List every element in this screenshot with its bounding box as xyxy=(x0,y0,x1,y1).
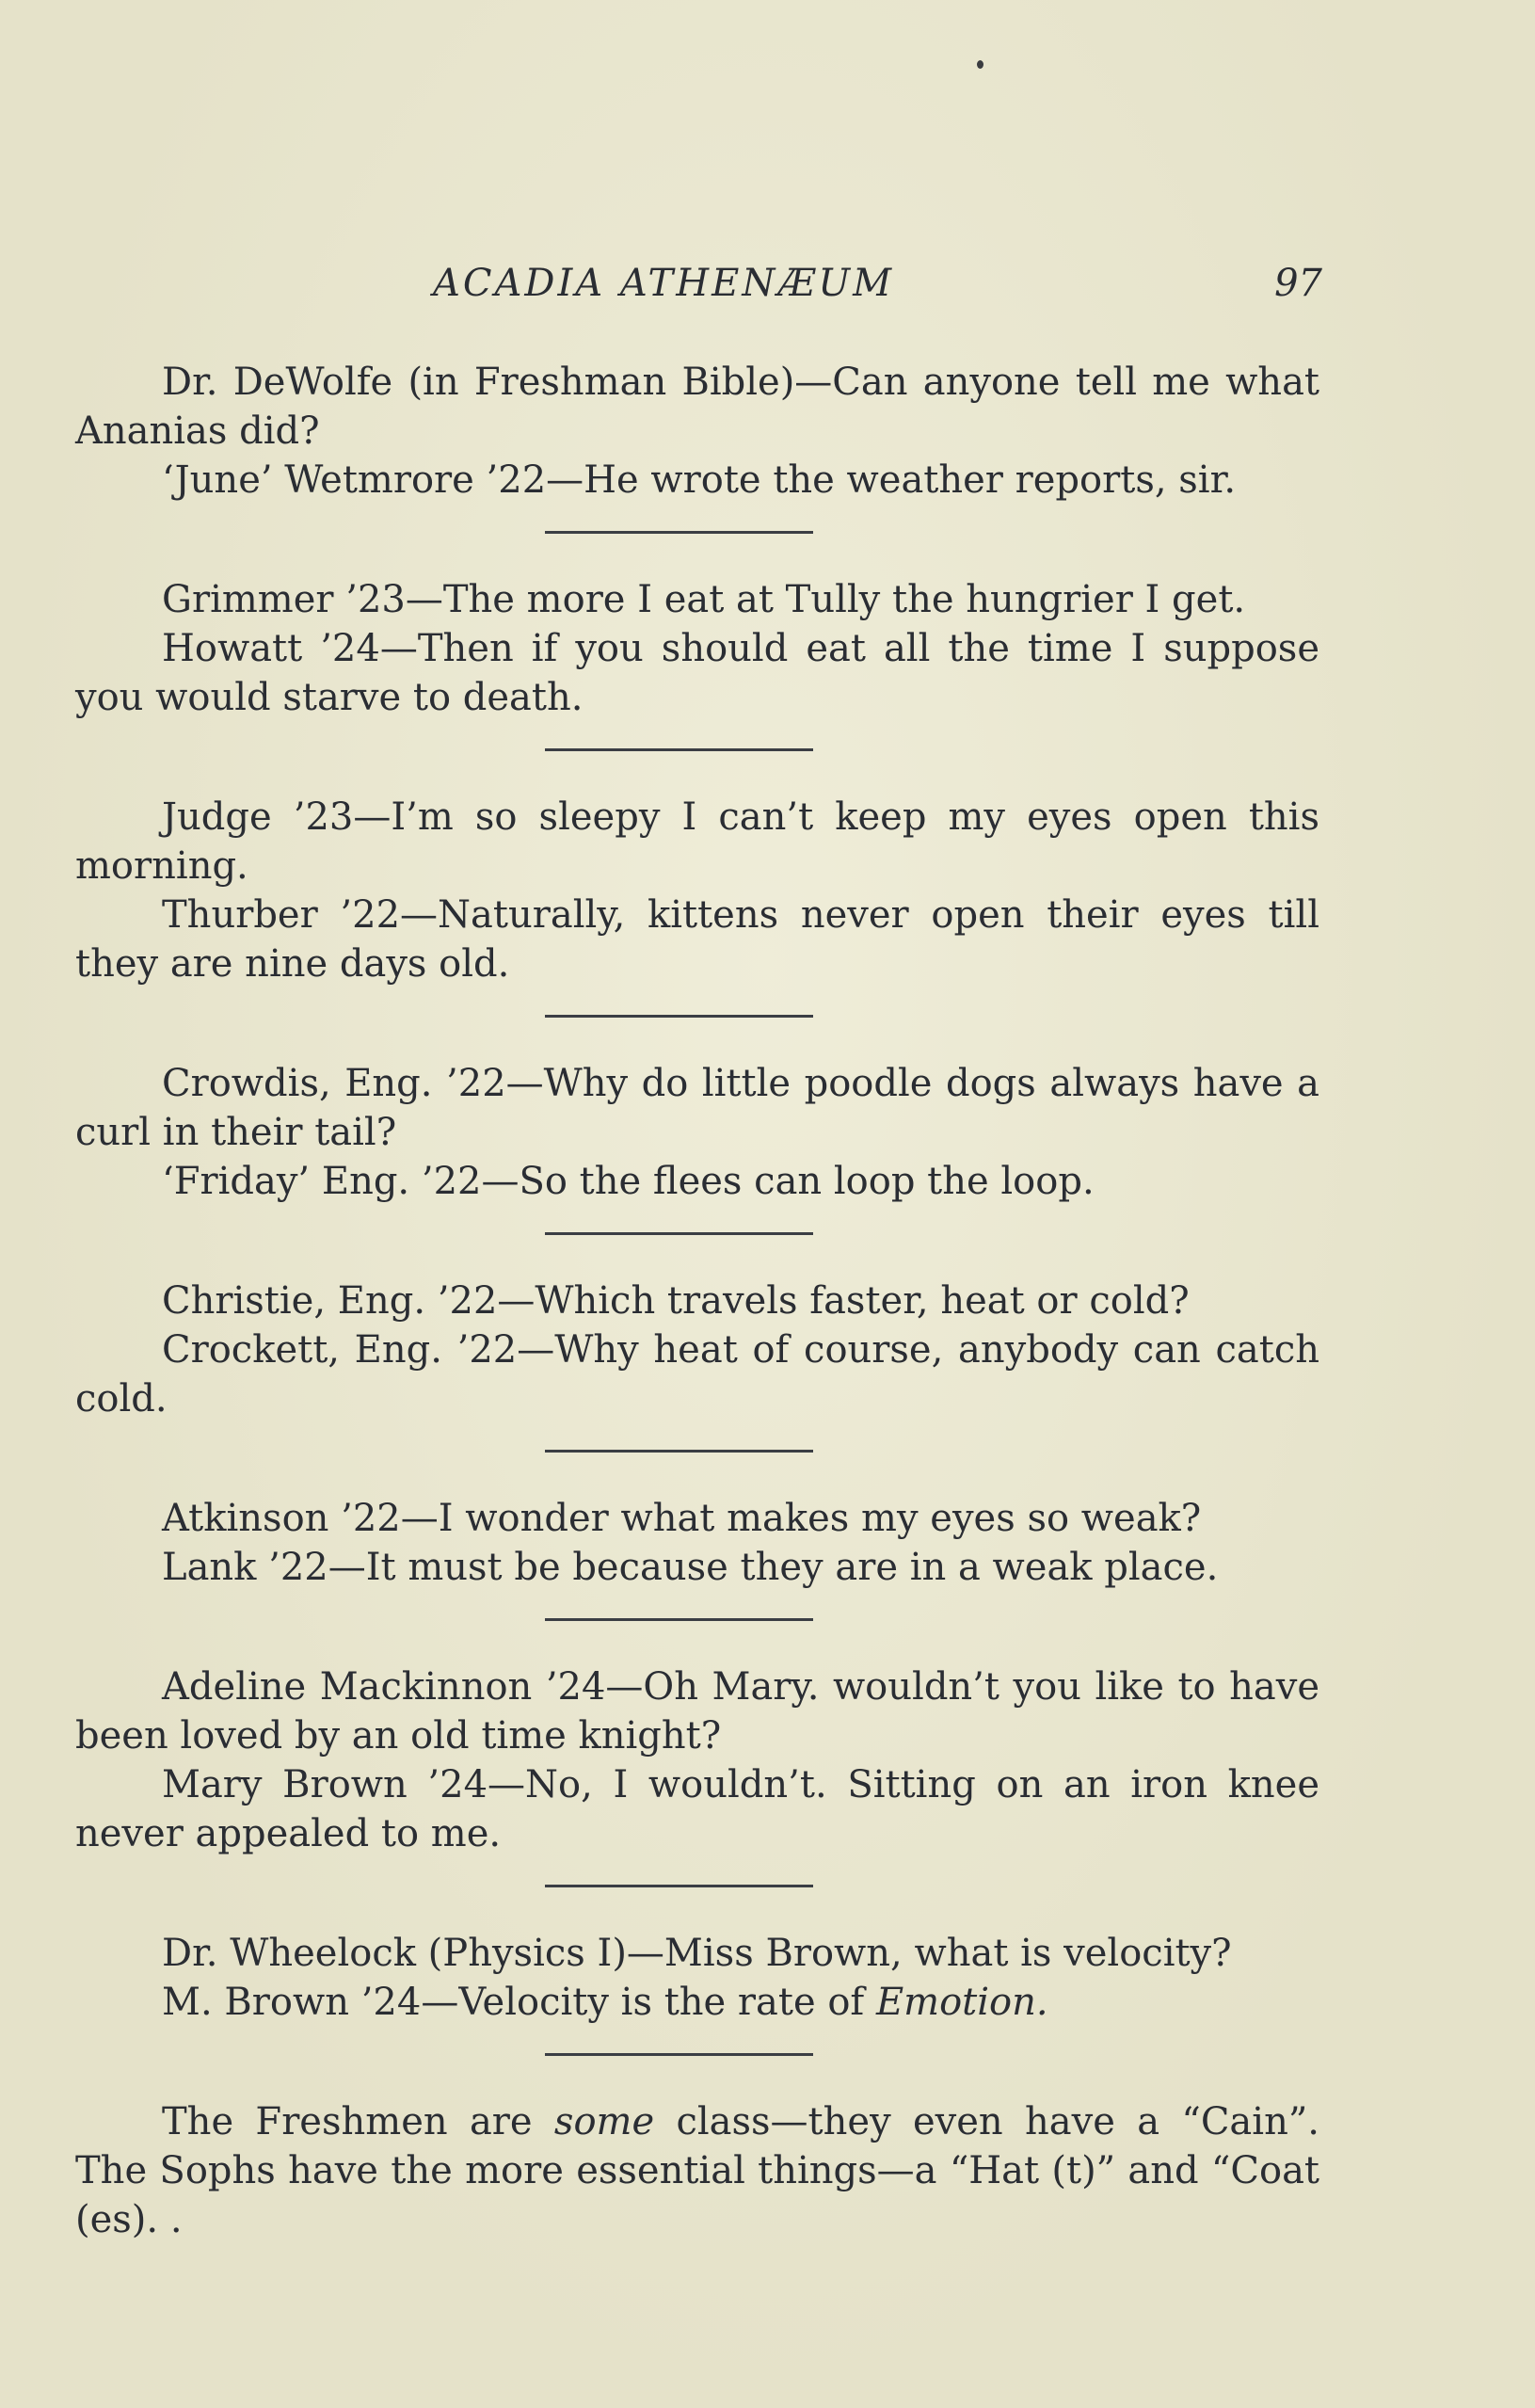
separator-rule xyxy=(545,748,813,751)
joke-block xyxy=(75,1494,1319,1592)
closing-emphasis: some xyxy=(553,2100,655,2143)
joke-block xyxy=(75,575,1319,722)
separator-rule xyxy=(545,1450,813,1453)
answer-line: Thurber ’22—Naturally, kittens never open their eyes till they are nine days old. xyxy=(75,893,1319,986)
joke-block xyxy=(75,793,1319,988)
separator-rule xyxy=(545,2053,813,2056)
closing-text-2: class—they even have a “Cain”. The Sophs have the more essential things—a “Hat (t)” and “Coat (es). . xyxy=(75,2100,1319,2241)
separator-rule xyxy=(545,531,813,534)
joke-block xyxy=(75,1662,1319,1858)
page-number: 97 xyxy=(1274,262,1322,305)
answer-line: Crockett, Eng. ’22—Why heat of course, anybody can catch cold. xyxy=(75,1328,1319,1421)
question-line: Atkinson ’22—I wonder what makes my eyes so weak? xyxy=(162,1497,1202,1540)
question-line: Adeline Mackinnon ’24—Oh Mary. wouldn’t you like to have been loved by an old time knight? xyxy=(75,1665,1319,1758)
joke-block xyxy=(75,1929,1319,2027)
question-line: Grimmer ’23—The more I eat at Tully the hungrier I get. xyxy=(162,578,1246,621)
question-line: Christie, Eng. ’22—Which travels faster, heat or cold? xyxy=(162,1279,1190,1323)
running-head xyxy=(433,262,1327,309)
answer-line: ‘Friday’ Eng. ’22—So the flees can loop the loop. xyxy=(162,1160,1095,1203)
joke-block xyxy=(75,1276,1319,1423)
answer-line: ‘June’ Wetmrore ’22—He wrote the weather reports, sir. xyxy=(162,458,1237,502)
answer-line: Howatt ’24—Then if you should eat all the time I suppose you would starve to death. xyxy=(75,627,1319,719)
closing-paragraph xyxy=(75,2097,1319,2244)
answer-line xyxy=(75,1978,1319,2027)
emphasized-word: Emotion. xyxy=(875,1981,1048,2024)
question-line: Dr. Wheelock (Physics I)—Miss Brown, what is velocity? xyxy=(162,1932,1232,1975)
answer-text: M. Brown ’24—Velocity is the rate of xyxy=(162,1981,876,2024)
joke-block xyxy=(75,1059,1319,1206)
joke-block xyxy=(75,358,1319,505)
ink-speck xyxy=(977,60,983,69)
question-line: Crowdis, Eng. ’22—Why do little poodle dogs always have a curl in their tail? xyxy=(75,1062,1319,1154)
question-line: Judge ’23—I’m so sleepy I can’t keep my eyes open this morning. xyxy=(75,795,1319,888)
answer-line: Lank ’22—It must be because they are in a weak place. xyxy=(162,1546,1219,1589)
separator-rule xyxy=(545,1618,813,1621)
answer-line: Mary Brown ’24—No, I wouldn’t. Sitting on an iron knee never appealed to me. xyxy=(75,1763,1319,1855)
closing-text-1: The Freshmen are xyxy=(162,2100,554,2143)
question-line: Dr. DeWolfe (in Freshman Bible)—Can anyone tell me what Ananias did? xyxy=(75,361,1319,453)
separator-rule xyxy=(545,1232,813,1235)
page-body xyxy=(75,358,1319,2244)
separator-rule xyxy=(545,1885,813,1887)
separator-rule xyxy=(545,1015,813,1018)
journal-title: ACADIA ATHENÆUM xyxy=(433,262,895,305)
